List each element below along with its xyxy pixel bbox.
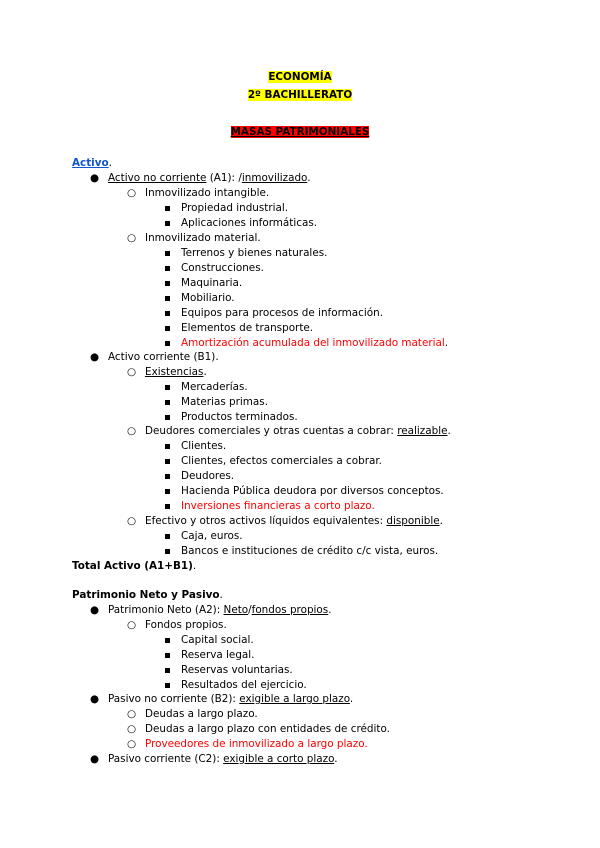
activo-title-period: . — [108, 157, 112, 169]
bullet-square-icon — [165, 281, 170, 286]
total-activo — [72, 559, 196, 573]
bullet-square-icon — [165, 638, 170, 643]
list-item-red — [181, 336, 448, 350]
bullet-circle-icon: ○ — [127, 366, 137, 378]
activo-no-corriente-label: Activo no corriente — [108, 172, 207, 184]
bullet-circle-icon: ○ — [127, 738, 137, 750]
existencias-label: Existencias — [145, 366, 204, 378]
efectivo-term: disponible — [386, 515, 440, 527]
list-item: Bancos e instituciones de crédito c/c vista, euros. — [181, 545, 439, 557]
pasivo-no-corriente — [108, 692, 353, 706]
list-item: Materias primas. — [181, 396, 269, 408]
pasivo-nc-label: Pasivo no corriente (B2): — [108, 693, 240, 705]
header-topic-line — [0, 125, 600, 139]
list-item: Clientes. — [181, 440, 227, 452]
pasivo-nc-end: . — [349, 693, 354, 705]
existencias-end: . — [203, 366, 207, 378]
deudores-label: Deudores comerciales y otras cuentas a cobrar: — [145, 425, 398, 437]
list-item: Caja, euros. — [181, 530, 243, 542]
bullet-dot-icon: ● — [90, 753, 100, 765]
bullet-dot-icon: ● — [90, 172, 100, 184]
list-item: Deudores. — [181, 470, 235, 482]
bullet-square-icon — [165, 251, 170, 256]
activo-heading — [72, 156, 112, 170]
pasivo-c-term: exigible a corto plazo — [223, 753, 335, 765]
bullet-circle-icon: ○ — [127, 425, 137, 437]
bullet-square-icon — [165, 489, 170, 494]
list-item: Aplicaciones informáticas. — [181, 217, 318, 229]
activo-corriente-label: Activo corriente (B1). — [108, 351, 219, 363]
list-item: Mobiliario. — [181, 292, 235, 304]
pn-pasivo-title-end: . — [219, 589, 223, 601]
bullet-square-icon — [165, 444, 170, 449]
bullet-square-icon — [165, 400, 170, 405]
list-item: Mercaderías. — [181, 381, 248, 393]
list-item: Hacienda Pública deudora por diversos conceptos. — [181, 485, 444, 497]
list-item: Propiedad industrial. — [181, 202, 289, 214]
bullet-square-icon — [165, 385, 170, 390]
list-item: Capital social. — [181, 634, 254, 646]
bullet-square-icon — [165, 296, 170, 301]
existencias — [145, 365, 207, 379]
deudores-term: realizable — [397, 425, 448, 437]
patrimonio-slash: / — [248, 604, 252, 616]
list-item: Terrenos y bienes naturales. — [181, 247, 328, 259]
header-course: 2º BACHILLERATO — [247, 89, 353, 101]
list-item: Deudas a largo plazo. — [145, 708, 258, 720]
deudores-end: . — [447, 425, 451, 437]
pn-pasivo-title: Patrimonio Neto y Pasivo — [72, 589, 220, 601]
patrimonio-label: Patrimonio Neto (A2): — [108, 604, 224, 616]
list-item: Reserva legal. — [181, 649, 255, 661]
amortizacion-end: . — [444, 337, 449, 349]
bullet-circle-icon: ○ — [127, 723, 137, 735]
bullet-square-icon — [165, 668, 170, 673]
activo-no-corriente — [108, 171, 311, 185]
patrimonio-term2: fondos propios — [251, 604, 329, 616]
bullet-square-icon — [165, 221, 170, 226]
header-course-line — [0, 88, 600, 102]
list-item: Clientes, efectos comerciales a cobrar. — [181, 455, 382, 467]
bullet-square-icon — [165, 474, 170, 479]
bullet-square-icon — [165, 266, 170, 271]
header-topic: MASAS PATRIMONIALES — [230, 126, 370, 138]
intangible-label: Inmovilizado intangible. — [145, 187, 270, 199]
list-item: Maquinaria. — [181, 277, 243, 289]
activo-title: Activo — [72, 157, 109, 169]
pasivo-c-end: . — [334, 753, 338, 765]
activo-no-corriente-end: . — [307, 172, 311, 184]
list-item: Equipos para procesos de información. — [181, 307, 383, 319]
pasivo-corriente — [108, 752, 338, 766]
list-item-red: Proveedores de inmovilizado a largo plazo. — [145, 738, 368, 750]
bullet-square-icon — [165, 326, 170, 331]
bullet-square-icon — [165, 459, 170, 464]
deudores — [145, 424, 451, 438]
material-label: Inmovilizado material. — [145, 232, 261, 244]
bullet-square-icon — [165, 534, 170, 539]
list-item: Elementos de transporte. — [181, 322, 314, 334]
header-subject: ECONOMÍA — [268, 71, 332, 83]
bullet-square-icon — [165, 549, 170, 554]
total-activo-end: . — [192, 560, 197, 572]
efectivo-label: Efectivo y otros activos líquidos equivalentes: — [145, 515, 387, 527]
bullet-circle-icon: ○ — [127, 619, 137, 631]
list-item: Deudas a largo plazo con entidades de crédito. — [145, 723, 390, 735]
patrimonio-neto — [108, 603, 332, 617]
pasivo-c-label: Pasivo corriente (C2): — [108, 753, 224, 765]
efectivo — [145, 514, 443, 528]
patrimonio-term1: Neto — [223, 604, 249, 616]
bullet-square-icon — [165, 206, 170, 211]
bullet-square-icon — [165, 311, 170, 316]
bullet-circle-icon: ○ — [127, 515, 137, 527]
list-item: Productos terminados. — [181, 411, 298, 423]
amortizacion-text: Amortización acumulada del inmovilizado material — [181, 337, 445, 349]
bullet-dot-icon: ● — [90, 693, 100, 705]
list-item-red: Inversiones financieras a corto plazo. — [181, 500, 375, 512]
bullet-circle-icon: ○ — [127, 187, 137, 199]
fondos-label: Fondos propios. — [145, 619, 227, 631]
activo-no-corriente-term: inmovilizado — [241, 172, 308, 184]
bullet-square-icon — [165, 415, 170, 420]
pasivo-nc-term: exigible a largo plazo — [239, 693, 350, 705]
patrimonio-end: . — [328, 604, 332, 616]
list-item: Reservas voluntarias. — [181, 664, 293, 676]
header-subject-line — [0, 70, 600, 84]
pn-pasivo-heading — [72, 588, 223, 602]
list-item: Resultados del ejercicio. — [181, 679, 307, 691]
total-activo-label: Total Activo (A1+B1) — [72, 560, 193, 572]
bullet-dot-icon: ● — [90, 351, 100, 363]
bullet-circle-icon: ○ — [127, 232, 137, 244]
bullet-circle-icon: ○ — [127, 708, 137, 720]
efectivo-end: . — [439, 515, 443, 527]
list-item: Construcciones. — [181, 262, 264, 274]
bullet-square-icon — [165, 653, 170, 658]
bullet-square-icon — [165, 683, 170, 688]
activo-no-corriente-code: (A1): / — [206, 172, 242, 184]
bullet-square-icon — [165, 504, 170, 509]
bullet-dot-icon: ● — [90, 604, 100, 616]
bullet-square-icon — [165, 341, 170, 346]
